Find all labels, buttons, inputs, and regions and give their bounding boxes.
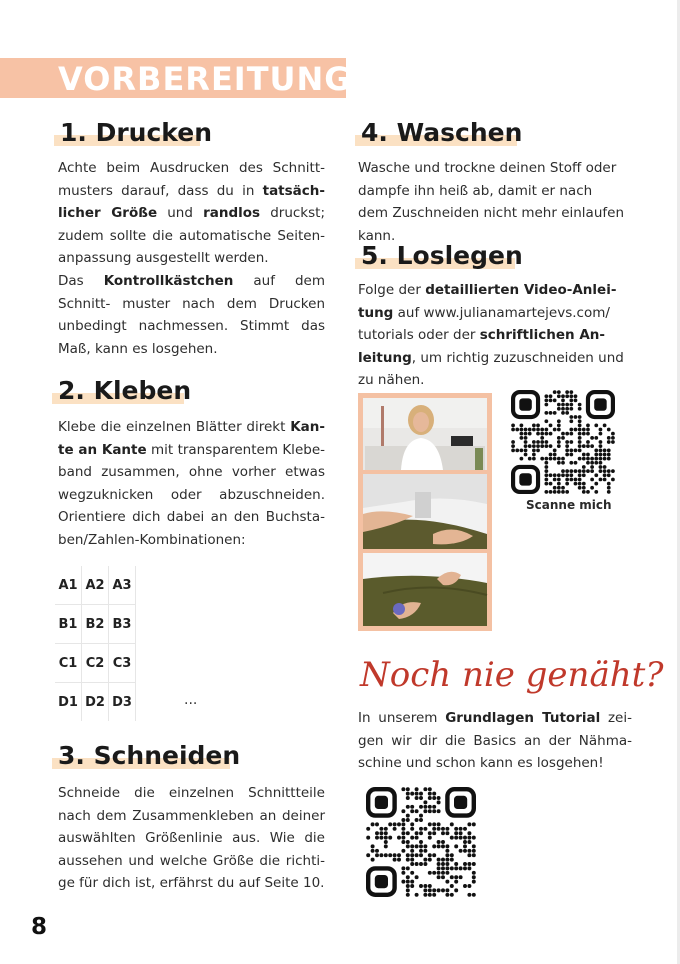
script-heading [358, 640, 664, 702]
fabric-handling-photo [363, 553, 487, 626]
heading-drucken: 1. Drucken [60, 118, 212, 148]
waschen-paragraph: Wasche und trockne deinen Stoff oder dampfe ihn heiß ab, damit er nach dem Zuschneiden nicht mehr einlaufen kann. [358, 160, 624, 244]
heading-loslegen: 5. Loslegen [361, 241, 523, 271]
video-tutorial-qr-code [511, 390, 615, 498]
drucken-paragraph: Achte beim Ausdrucken des Schnitt- musters darauf, dass du in tatsäch- licher Größe und randlos druckst; zudem sollte die automatische Seiten- anpassung ausgestellt werden. Das Kontrollkästchen auf dem Schnitt- muster nach dem Drucken unbedingt nachmessen. Stimmt das Maß, kann es losgehen. [58, 160, 326, 357]
kleben-paragraph: Klebe die einzelnen Blätter direkt Kan- te an Kante mit transparentem Klebe- band zusammen, ohne vorher etwas wegzuknicken oder abzuschneiden. Orientiere dich dabei an den Buchsta- ben/Zahlen-Kombinationen: [58, 419, 325, 548]
basics-tutorial-qr-code [366, 787, 476, 901]
presenter-photo [363, 398, 487, 470]
script-heading-text: Noch nie genäht? [360, 655, 664, 695]
grundlagen-paragraph: In unserem Grundlagen Tutorial zei- gen wir dir die Basics an der Nähma- schine und schon kann es losgehen! [358, 710, 632, 772]
grid-row: D1 D2 D3 [55, 683, 136, 722]
page-combination-grid [55, 566, 136, 721]
sewing-machine-photo [363, 474, 487, 549]
grid-ellipsis: ... [184, 692, 198, 708]
scan-label: Scanne mich [526, 498, 612, 512]
grid-row: B1 B2 B3 [55, 605, 136, 644]
heading-kleben: 2. Kleben [58, 376, 191, 406]
page-title: VORBEREITUNG [58, 60, 352, 98]
heading-schneiden: 3. Schneiden [58, 741, 240, 771]
loslegen-paragraph: Folge der detaillierten Video-Anlei- tung auf www.julianamartejevs.com/ tutorials oder der schriftlichen An- leitung, um richtig zuzuschneiden und zu nähen. [358, 282, 624, 389]
page-number: 8 [31, 914, 48, 940]
grid-row: C1 C2 C3 [55, 644, 136, 683]
grid-row: A1 A2 A3 [55, 566, 136, 605]
heading-waschen: 4. Waschen [361, 118, 522, 148]
schneiden-paragraph: Schneide die einzelnen Schnittteile nach dem Zusammenkleben an deiner auswählten Größenlinie aus. Wie die aussehen und welche Größe die richti-ge für dich ist, erfährst du auf Seite 10. [58, 785, 325, 892]
